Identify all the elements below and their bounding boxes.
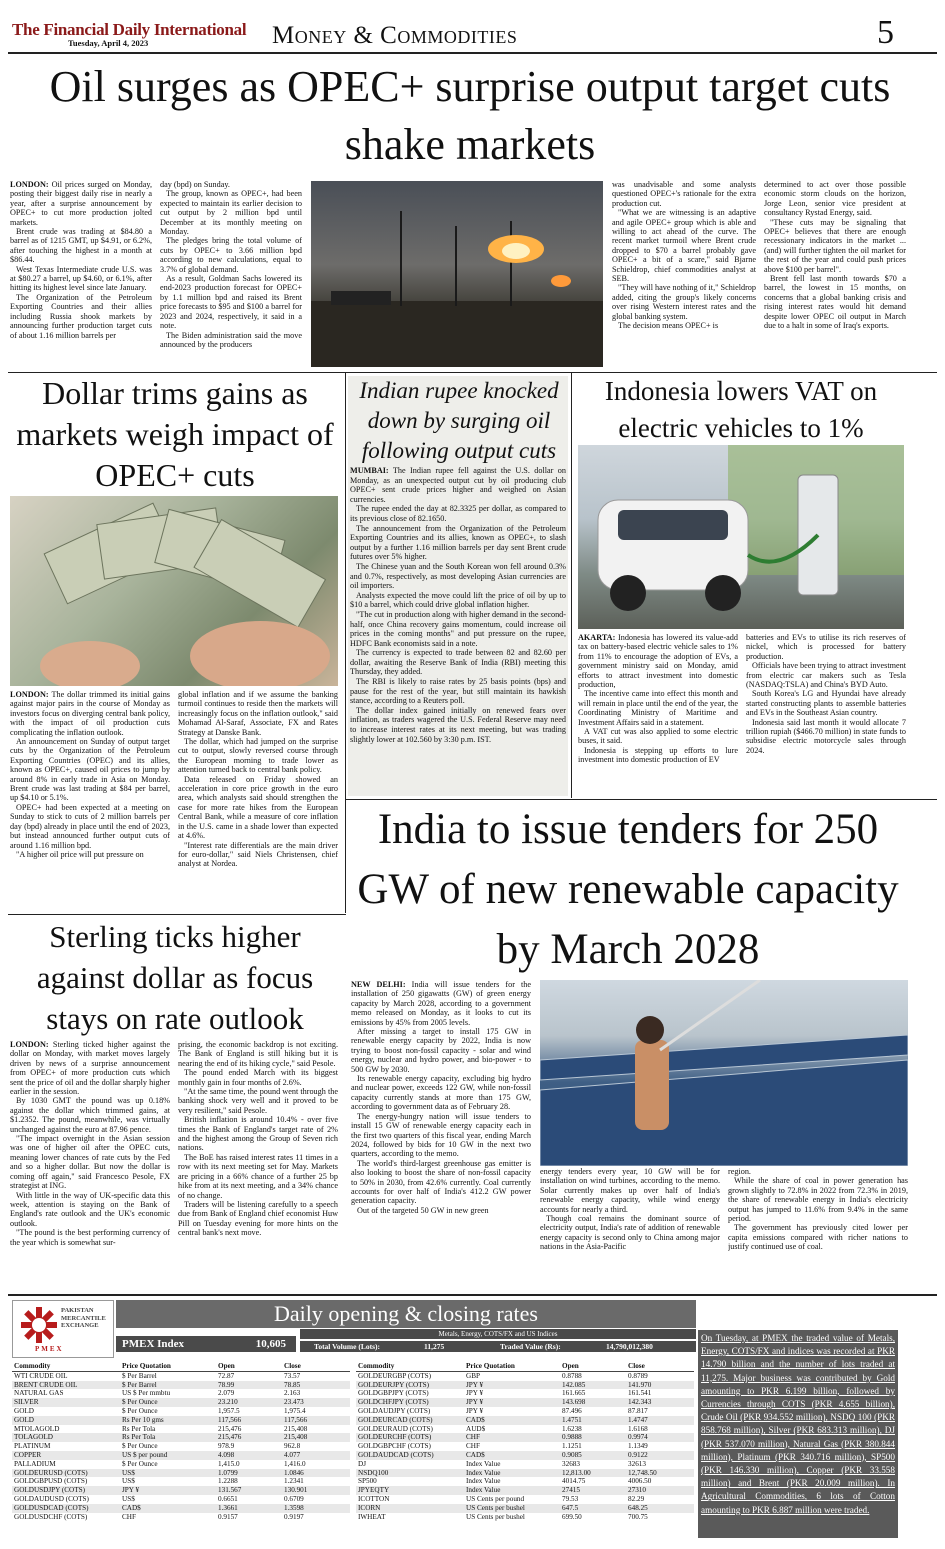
paragraph: The Chinese yuan and the South Korean won fell around 0.3% and 0.7%, respectively, as most developing Asian currencies are oil importers. [350,561,566,591]
paragraph: day (bpd) on Sunday. [160,180,230,189]
commodity-cell: GOLDEURCAD (COTS) [356,1416,464,1425]
price-quotation-cell: JPY ¥ [120,1486,216,1495]
col-header-open: Open [560,1362,626,1371]
close-cell: 0.6709 [284,1494,304,1503]
paragraph: MUMBAI: The Indian rupee fell against the U.S. dollar on Monday, as an unexpected output cut by oil producing club OPEC+ sent crude prices higher and weighed on Asian currencies. [350,466,566,504]
india-headline: India to issue tenders for 250 GW of new renewable capacity by March 2028 [357,806,899,973]
close-cell: 130.901 [282,1486,350,1495]
commodity-cell: TOLAGOLD [12,1433,120,1442]
open-cell: 0.9085 [560,1451,626,1460]
traded-label: Traded Value (Rs): [500,1342,561,1351]
commodity-cell: NSDQ100 [356,1469,464,1478]
commodity-cell: WTI CRUDE OIL [14,1371,68,1380]
open-cell: 1.3661 [216,1504,282,1513]
price-quotation-cell: US$ [122,1494,135,1503]
close-cell: 2.163 [284,1389,301,1398]
table-row [12,1425,350,1434]
col-header-close: Close [626,1362,694,1371]
commodity-cell: GOLDEURUSD (COTS) [12,1469,120,1478]
close-cell: 27310 [626,1486,694,1495]
price-quotation-cell: CAD$ [120,1504,216,1513]
price-quotation-cell: $ Per Ounce [120,1398,216,1407]
oil-flare-photo [311,181,603,367]
close-cell: 215,408 [282,1433,350,1442]
pmex-logo-text: PAKISTAN MERCANTILE EXCHANGE [61,1307,106,1329]
electric-car-icon [578,445,904,629]
open-cell: 4014.75 [562,1477,586,1486]
col-header-price-quotation: Price Quotation [120,1362,216,1371]
table-row [12,1416,350,1425]
close-cell: 1,975.4 [284,1406,306,1415]
dollar-bills-photo [10,496,338,686]
table-row [12,1477,350,1486]
commodity-cell: GOLDEURGBP (COTS) [358,1371,432,1380]
oil-headline: Oil surges as OPEC+ surprise output target cuts shake markets [49,62,891,169]
table-row [12,1407,350,1416]
paragraph: While the share of coal in power generation has grown slightly to 72.8% in 2022 from 72.3% in 2019, the share of renewable energy in India's electricity output has jumped to 11.6% from 9.4% in the same period. [728,1176,908,1224]
commodity-cell: SILVER [12,1398,120,1407]
pmex-logo [12,1300,114,1358]
paragraph: The rupee ended the day at 82.3325 per dollar, as compared to its previous close of 82.1650. [350,504,566,523]
pmex-logo-icon [19,1305,59,1345]
dollar-headline: Dollar trims gains as markets weigh impact of OPEC+ cuts [16,375,334,493]
paragraph: The pledges bring the total volume of cuts by OPEC+ to 3.66 million bpd according to new calculations, equal to 3.7% of global demand. [160,236,302,274]
open-cell: 87.496 [562,1406,582,1415]
col-header-open: Open [216,1362,282,1371]
pmex-logo-abbr: PMEX [35,1345,64,1353]
table-row [356,1504,694,1513]
paragraph: "At the same time, the pound went through the banking shock very well and it proved to be very resilient," said Pesole. [178,1087,338,1115]
open-cell: 215,476 [218,1424,242,1433]
close-cell: 700.75 [628,1512,648,1521]
rates-table-left [12,1362,350,1521]
table-row [12,1495,350,1504]
paragraph: Out of the targeted 50 GW in new green [357,1205,489,1215]
paragraph: Officials have been trying to attract investment from electric car makers such as Tesla (NASDAQ:TSLA) and China's BYD Auto. [746,661,906,690]
section-title: Money & Commodities [272,22,518,49]
commodity-cell: GOLD [12,1416,120,1425]
price-quotation-cell: US Cents per bushel [464,1504,560,1513]
close-cell: 78.85 [282,1381,350,1390]
paragraph: Brent crude was trading at $84.80 a barrel as of 1215 GMT, up $4.91, or 6.2%, after touching the highest in a month at $86.44. [10,227,152,265]
close-cell: 87.817 [628,1406,648,1415]
close-cell: 117,566 [282,1416,350,1425]
close-cell: 1.4747 [626,1416,694,1425]
close-cell: 1.0846 [282,1469,350,1478]
oil-col-2 [160,180,302,370]
issue-date: Tuesday, April 4, 2023 [68,38,149,48]
open-cell: 1.1251 [562,1442,582,1451]
paragraph: Data released on Friday showed an acceleration in core price growth in the euro area, which analysts said should strengthen the case for more rate hikes from the European Central Bank, while a measure of core inflation in the U.S. came in a shade lower than expected at 4.6%. [178,774,338,841]
table-row [12,1371,350,1380]
paragraph: determined to act over those possible economic storm clouds on the horizon, Jorge Leon, senior vice president at consultancy Rystad Energy, said. [764,180,906,218]
col-header-commodity: Commodity [12,1362,120,1371]
sterling-headline: Sterling ticks higher against dollar as focus stays on rate outlook [36,919,314,1036]
dollar-col-1 [10,690,170,910]
commodity-cell: NATURAL GAS [14,1389,64,1398]
newspaper-name: The Financial Daily International [12,20,247,39]
volume-value: 11,275 [424,1342,445,1351]
commodity-cell: GOLD [14,1406,34,1415]
paragraph: The RBI is likely to raise rates by 25 basis points (bps) and pause for the rest of the year, but still maintain its hawkish stance, according to a Reuters poll. [350,677,566,706]
oil-col-3 [612,180,756,370]
paragraph: The energy-hungry nation will issue tenders to install 15 GW of renewable energy capacity each in the first two quarters of this fiscal year, ending March 2024, followed by bids for 10 GW in the next two quarters, according to the memo. [351,1111,531,1159]
paragraph: An announcement on Sunday of output target cuts by the Organization of the Petroleum Exporting Countries (OPEC) and its allies, known as OPEC+, caused oil prices to jump by around 8% in early trade in Asia on Monday. Brent crude was last trading at $84 per barrel, up $4.10 or 5.1%. [10,737,170,803]
close-cell: 82.29 [628,1494,645,1503]
solar-panel-icon [540,980,908,1166]
open-cell: 0.8788 [562,1371,582,1380]
commodity-cell: GOLDUSDCAD (COTS) [12,1504,120,1513]
price-quotation-cell: CHF [122,1512,136,1521]
table-row [12,1381,350,1390]
table-row [356,1371,694,1380]
table-row [356,1407,694,1416]
paragraph: Though coal remains the dominant source of electricity output, India's rate of addition of renewable energy capacity is second only to China among major nations in the Asia-Pacific [540,1214,720,1252]
col-header-commodity: Commodity [356,1362,464,1371]
close-cell: 0.8789 [628,1371,648,1380]
close-cell: 1.2341 [284,1477,304,1486]
open-cell: 32683 [562,1459,580,1468]
commodity-cell: GOLDAUDCAD (COTS) [356,1451,464,1460]
open-cell: 161.665 [562,1389,586,1398]
open-cell: 2.079 [218,1389,235,1398]
commodity-cell: GOLDEURJPY (COTS) [356,1381,464,1390]
col-header-close: Close [282,1362,350,1371]
table-row [356,1433,694,1442]
rates-subtitle: Metals, Energy, COTS/FX and US Indices [300,1329,696,1339]
commodity-cell: BRENT CRUDE OIL [12,1381,120,1390]
page-number: 5 [877,14,894,51]
close-cell: 161.541 [628,1389,652,1398]
commodity-cell: GOLDGBPUSD (COTS) [14,1477,88,1486]
sterling-col-2 [178,1040,338,1292]
india-col-2 [540,1167,720,1292]
close-cell: 648.25 [626,1504,694,1513]
table-row [12,1398,350,1407]
paragraph: South Korea's LG and Hyundai have already started constructing plants to assemble batteries and EVs in the Southeast Asian country. [746,689,906,718]
paragraph: "These cuts may be signaling that OPEC+ believes that there are enough recessionary indicators in the market ... (and) will further tighten the oil market for the rest of the year and could push prices above $100 per barrel". [764,217,906,274]
price-quotation-cell: $ Per Ounce [122,1442,158,1451]
paragraph: Analysts expected the move could lift the price of oil by up to $10 a barrel, which could drive global inflation higher. [350,590,566,610]
price-quotation-cell: JPY ¥ [464,1398,560,1407]
table-row [12,1433,350,1442]
commodity-cell: GOLDEURCHF (COTS) [356,1433,464,1442]
table-row [12,1442,350,1451]
open-cell: 647.5 [560,1504,626,1513]
price-quotation-cell: JPY ¥ [464,1381,560,1390]
open-cell: 72.87 [218,1371,235,1380]
price-quotation-cell: US Cents per pound [466,1494,525,1503]
close-cell: 12,748.50 [626,1469,694,1478]
commodity-cell: JPYEQTY [356,1486,464,1495]
volume-label: Total Volume (Lots): [314,1342,380,1351]
paragraph: "Interest rate differentials are the main driver for euro-dollar," said Niels Christensen, chief analyst at Nordea. [178,840,338,869]
paragraph: region. [728,1167,751,1176]
paragraph: "The impact overnight in the Asian session was one of higher oil after the OPEC cuts, meaning lower chances of rate cuts by the Fed and so a higher dollar. But now the dollar is coming off again," said Francesco Pesole, FX strategist at ING. [10,1134,170,1191]
price-quotation-cell: AUD$ [466,1424,486,1433]
oil-col-1 [10,180,152,370]
price-quotation-cell: CHF [464,1433,560,1442]
commodity-cell: GOLDGBPCHF (COTS) [358,1442,431,1451]
price-quotation-cell: Rs Per Tola [122,1424,156,1433]
price-quotation-cell: JPY ¥ [466,1389,484,1398]
table-row [356,1469,694,1478]
table-row [12,1513,350,1522]
rates-title: Daily opening & closing rates [116,1300,696,1328]
price-quotation-cell: Index Value [466,1477,501,1486]
vat-col-1 [578,633,738,798]
pmex-index-bar [116,1336,296,1352]
paragraph: As a result, Goldman Sachs lowered its end-2023 production forecast for OPEC+ by 1.1 million bpd and raised its Brent price forecasts to $95 and $100 a barrel for 2023 and 2024, respectively, it said in a note. [160,274,302,331]
paragraph: energy tenders every year, 10 GW will be for installation on wind turbines, according to the memo. Solar currently makes up over half of India's renewable energy capacity, while wind energy accounts for nearly a third. [540,1167,720,1214]
commodity-cell: DJ [358,1459,366,1468]
paragraph: AKARTA: Indonesia has lowered its value-add tax on battery-based electric vehicle sales to 1% from 11% to encourage the adoption of EVs, a government ministry said on Monday, amid efforts to attract investment into domestic production, [578,633,738,690]
open-cell: 131.567 [216,1486,282,1495]
close-cell: 962.8 [284,1442,301,1451]
open-cell: 0.9157 [218,1512,238,1521]
paragraph: "The cut in production along with higher demand in the second-half, once China recovery gains momentum, could increase oil prices in the coming months" and put pressure on the rupee, HDFC Bank economists said in a note. [350,609,566,648]
close-cell: 73.57 [284,1371,301,1380]
open-cell: 978.9 [218,1442,235,1451]
paragraph: "What we are witnessing is an adaptive and agile OPEC+ group which is able and willing to act ahead of the curve. The recent market turmoil where Brent crude dropped to $70 a barrel probably gave OPEC+ a bit of a scare," said Bjarne Schieldrop, chief commodities analyst at SEB. [612,208,756,284]
close-cell: 0.9197 [284,1512,304,1521]
open-cell: 27415 [560,1486,626,1495]
oil-col-4 [764,180,906,370]
open-cell: 1,415.0 [218,1459,240,1468]
close-cell: 1.6168 [628,1424,648,1433]
oil-flare-icon [311,181,603,367]
paragraph: British inflation is around 10.4% - over five times the Bank of England's target rate of 2% and the highest among the Group of Seven rich nations. [178,1115,338,1153]
close-cell: 4006.50 [628,1477,652,1486]
close-cell: 142.343 [626,1398,694,1407]
close-cell: 1.3598 [282,1504,350,1513]
paragraph: "They will have nothing of it," Schieldrop added, citing the group's likely concerns over rising Western interest rates and the global banking system. [612,283,756,321]
price-quotation-cell: Rs Per Tola [120,1433,216,1442]
open-cell: 1.6238 [562,1424,582,1433]
rates-table-right [356,1362,694,1521]
paragraph: "A higher oil price will put pressure on [16,849,144,859]
open-cell: 142.085 [560,1381,626,1390]
commodity-cell: GOLDUSDCHF (COTS) [14,1512,88,1521]
table-row [356,1513,694,1522]
table-row [356,1451,694,1460]
paragraph: global inflation and if we assume the banking turmoil continues to reside then the markets will increasingly focus on the inflation outlook," said Mohamad Al-Saraf, Associate, FX and Rates Strategy at Danske Bank. [178,690,338,737]
open-cell: 12,813.00 [560,1469,626,1478]
paragraph: NEW DELHI: India will issue tenders for the installation of 250 gigawatts (GW) of green energy capacity by March 2028, according to a government memo released on Monday, as it looks to cut its emissions by 45% from 2005 levels. [351,980,531,1027]
volume-bar [300,1341,696,1352]
money-icon [10,496,338,686]
open-cell: 699.50 [562,1512,582,1521]
dollar-col-2 [178,690,338,910]
paragraph: The group, known as OPEC+, had been expected to maintain its earlier decision to cut output by 2 million bpd until December at its monthly meeting on Monday. [160,189,302,237]
commodity-cell: PLATINUM [14,1442,51,1451]
table-row [12,1504,350,1513]
price-quotation-cell: JPY ¥ [466,1406,484,1415]
price-quotation-cell: CHF [466,1442,480,1451]
open-cell: 117,566 [216,1416,282,1425]
table-row [12,1469,350,1478]
paragraph: The BoE has raised interest rates 11 times in a row with its next meeting set for May. Markets are pricing in a 66% chance of a further 25 bp hike from at its next meeting, and a 34% chance of no change. [178,1152,338,1200]
table-row [356,1389,694,1398]
table-row [356,1398,694,1407]
pmex-index-value: 10,605 [255,1338,286,1350]
table-row [356,1486,694,1495]
close-cell: 4.077 [282,1451,350,1460]
open-cell: 23.210 [216,1398,282,1407]
commodity-cell: GOLDCHFJPY (COTS) [356,1398,464,1407]
paragraph: LONDON: Sterling ticked higher against the dollar on Monday, with market moves largely driven by news of a surprise announcement from OPEC+ of more production cuts which sent the price of oil and the dollar sharply higher earlier in the session. [10,1040,170,1097]
paragraph: LONDON: Oil prices surged on Monday, posting their biggest daily rise in nearly a year, after a surprise announcement by OPEC+ to cut more production jolted markets. [10,180,152,227]
table-row [12,1389,350,1398]
paragraph: The Organization of the Petroleum Exporting Countries and their allies including Russia shook markets by announcing further production target cuts of about 1.16 million barrels per [10,292,152,340]
price-quotation-cell: Rs Per 10 gms [120,1416,216,1425]
india-col-1 [351,980,531,1292]
open-cell: 4.098 [216,1451,282,1460]
price-quotation-cell: Index Value [464,1469,560,1478]
open-cell: 0.9888 [560,1433,626,1442]
open-cell: 0.6651 [218,1494,238,1503]
paragraph: OPEC+ had been expected at a meeting on Sunday to stick to cuts of 2 million barrels per day (bpd) already in place until the end of 2023, but instead announced further output cuts of around 1.16 million bpd. [10,802,170,850]
close-cell: 32613 [628,1459,646,1468]
sterling-col-1 [10,1040,170,1292]
price-quotation-cell: $ Per Ounce [122,1459,158,1468]
price-quotation-cell: US$ [122,1477,135,1486]
rates-summary: On Tuesday, at PMEX the traded value of Metals, Energy, COTS/FX and indices was recorded at PKR 14.790 billion and the number of lots traded at 11,275. Major business was contributed by Gold amounting to PKR 6.199 billion, followed by Currencies through COTS (PKR 4.655 billion), Crude Oil (PKR 934.552 million), NSDQ 100 (PKR 858.768 million), Silver (PKR 683.313 million), DJ (PKR 537.070 million), Natural Gas (PKR 380.844 million), Platinum (PKR 340.716 million), SP500 (PKR 146.330 million), Copper (PKR 33.558 million) and Brent (PKR 20.009 million). In Agricultural Commodities, 6 lots of Cotton amounting to PKR 6.887 million were traded. [698,1330,898,1538]
price-quotation-cell: $ Per Ounce [122,1406,158,1415]
paragraph: The pound ended March with its biggest monthly gain in four months of 2.6%. [178,1068,338,1087]
commodity-cell: IWHEAT [358,1512,386,1521]
table-row [356,1425,694,1434]
vat-col-2 [746,633,906,798]
commodity-cell: COPPER [12,1451,120,1460]
table-row [12,1451,350,1460]
paragraph: "The pound is the best performing currency of the year which is somewhat sur- [10,1228,170,1247]
open-cell: 215,476 [216,1433,282,1442]
paragraph: The world's third-largest greenhouse gas emitter is also looking to boost the share of non-fossil capacity to 50% in 2030, from 42.6% currently. Coal currently accounts for over half of India's 412.2 GW power generation capacity. [351,1158,531,1206]
col-header-price-quotation: Price Quotation [464,1362,560,1371]
traded-value: 14,790,012,380 [606,1342,653,1351]
close-cell: 1.1349 [628,1442,648,1451]
open-cell: 78.99 [216,1381,282,1390]
open-cell: 1.2288 [218,1477,238,1486]
close-cell: 1,416.0 [284,1459,306,1468]
paragraph: LONDON: The dollar trimmed its initial gains against major pairs in the course of Monday as investors focus on diverging central bank policy, with the impact of oil production cuts complicating the inflation outlook. [10,690,170,737]
table-row [12,1460,350,1469]
paragraph: With little in the way of UK-specific data this week, attention is staying on the Bank of England's rate outlook and the UK's economic outlook. [10,1190,170,1228]
paragraph: After missing a target to install 175 GW in renewable energy capacity by 2022, India is now trying to boost non-fossil capacity - solar and wind energy, nuclear and hydro power, and bio-power - to 500 GW by 2030. [351,1027,531,1074]
paragraph: By 1030 GMT the pound was up 0.18% against the dollar which trimmed gains, at $1.2352. The pound, meanwhile, was virtually unchanged against the euro at 87.96 pence. [10,1096,170,1134]
commodity-cell: GOLDGBPJPY (COTS) [358,1389,429,1398]
pmex-index-label: PMEX Index [122,1338,185,1350]
paragraph: The currency is expected to trade between 82 and 82.60 per dollar, awaiting the Reserve Bank of India (RBI) meeting this Thursday, they added. [350,648,566,677]
solar-panels-photo [540,980,908,1166]
price-quotation-cell: US $ Per mmbtu [122,1389,171,1398]
rupee-body [350,466,566,796]
vat-headline: Indonesia lowers VAT on electric vehicles to 1% [604,376,878,443]
paragraph: A VAT cut was also applied to some electric buses, it said. [578,727,738,746]
commodity-cell: MTOLAGOLD [14,1424,60,1433]
table-row [12,1486,350,1495]
ev-charging-photo [578,445,904,629]
paragraph: Indonesia is stepping up efforts to lure investment into domestic production of EV [578,745,738,765]
paragraph: was unadvisable and some analysts questioned OPEC+'s rationale for the extra production cut. [612,180,756,208]
table-row [356,1416,694,1425]
paragraph: West Texas Intermediate crude U.S. was at $80.27 a barrel, up $4.60, or 6.1%, after hitting its highest level since late January. [10,264,152,293]
price-quotation-cell: US $ per pound [120,1451,216,1460]
india-col-3 [728,1167,908,1292]
paragraph: Indonesia said last month it would allocate 7 trillion rupiah ($466.70 million) in state funds to subsidise electric motorcycle sales through 2024. [746,717,906,755]
table-row [356,1477,694,1486]
price-quotation-cell: GBP [466,1371,480,1380]
table-row [356,1460,694,1469]
paragraph: The incentive came into effect this month and will remain in place until the end of the year, the Coordinating Ministry of Maritime and Investment Affairs said in a statement. [578,689,738,727]
paragraph: The dollar, which had jumped on the surprise cut to output, slowly reversed course through the European morning to trade lower as attention turned back to central bank policy. [178,737,338,775]
close-cell: 0.9122 [626,1451,694,1460]
price-quotation-cell: $ Per Barrel [120,1381,216,1390]
commodity-cell: GOLDAUDJPY (COTS) [358,1406,431,1415]
table-row [356,1442,694,1451]
price-quotation-cell: CAD$ [464,1416,560,1425]
table-row [356,1495,694,1504]
commodity-cell: ICOTTON [358,1494,390,1503]
commodity-cell: GOLDUSDJPY (COTS) [12,1486,120,1495]
price-quotation-cell: Index Value [464,1486,560,1495]
table-row [356,1381,694,1390]
price-quotation-cell: Index Value [466,1459,501,1468]
paragraph: The announcement from the Organization of the Petroleum Exporting Countries and its allies, known as OPEC+, to slash output by a further 1.16 million barrels per day sent Brent crude futures over 5% higher. [350,523,566,562]
paragraph: Its renewable energy capacity, excluding big hydro and nuclear power, exceeds 122 GW, while non-fossil capacity currently stands at more than 175 GW, according to government data as of February 28. [351,1074,531,1112]
price-quotation-cell: $ Per Barrel [122,1371,157,1380]
commodity-cell: GOLDEURAUD (COTS) [358,1424,433,1433]
paragraph: Traders will be listening carefully to a speech due from Bank of England chief economist Huw Pill on Tuesday evening for more hints on the central bank's next move. [178,1199,338,1238]
commodity-cell: PALLADIUM [14,1459,56,1468]
open-cell: 1,957.5 [218,1406,240,1415]
paragraph: prising, the economic backdrop is not exciting. The Bank of England is still hiking but it is nearing the end of its hiking cycle," said Pesole. [178,1040,338,1068]
commodity-cell: GOLDAUDUSD (COTS) [14,1494,89,1503]
close-cell: 0.9974 [626,1433,694,1442]
commodity-cell: ICORN [356,1504,464,1513]
price-quotation-cell: CAD$ [464,1451,560,1460]
close-cell: 215,408 [284,1424,308,1433]
rupee-headline: Indian rupee knocked down by surging oil following output cuts [359,378,559,463]
open-cell: 79.53 [562,1494,579,1503]
paragraph: batteries and EVs to utilise its rich reserves of nickel, which is processed for battery production. [746,633,906,661]
paragraph: The dollar index gained initially on renewed fears over inflation, as traders wagered the U.S. Federal Reserve may need to increase interest rates at its next meeting, but was trading slightly lower at 102.560 by 3:30 p.m. IST. [350,705,566,744]
paragraph: The Biden administration said the move announced by the producers [160,330,302,349]
open-cell: 1.4751 [560,1416,626,1425]
close-cell: 23.473 [282,1398,350,1407]
commodity-cell: SP500 [358,1477,377,1486]
price-quotation-cell: US$ [120,1469,216,1478]
paragraph: The decision means OPEC+ is [618,321,719,331]
price-quotation-cell: US Cents per bushel [466,1512,525,1521]
open-cell: 1.0799 [216,1469,282,1478]
paragraph: Brent fell last month towards $70 a barrel, the lowest in 15 months, on concerns that a global banking crisis and rising interest rates would hit demand despite lower OPEC oil output in March due to a halt in some of Iraq's exports. [764,274,906,331]
paragraph: The government has previously cited lower per capita emissions compared with richer nations to justify continued use of coal. [728,1223,908,1252]
close-cell: 141.970 [626,1381,694,1390]
open-cell: 143.698 [560,1398,626,1407]
